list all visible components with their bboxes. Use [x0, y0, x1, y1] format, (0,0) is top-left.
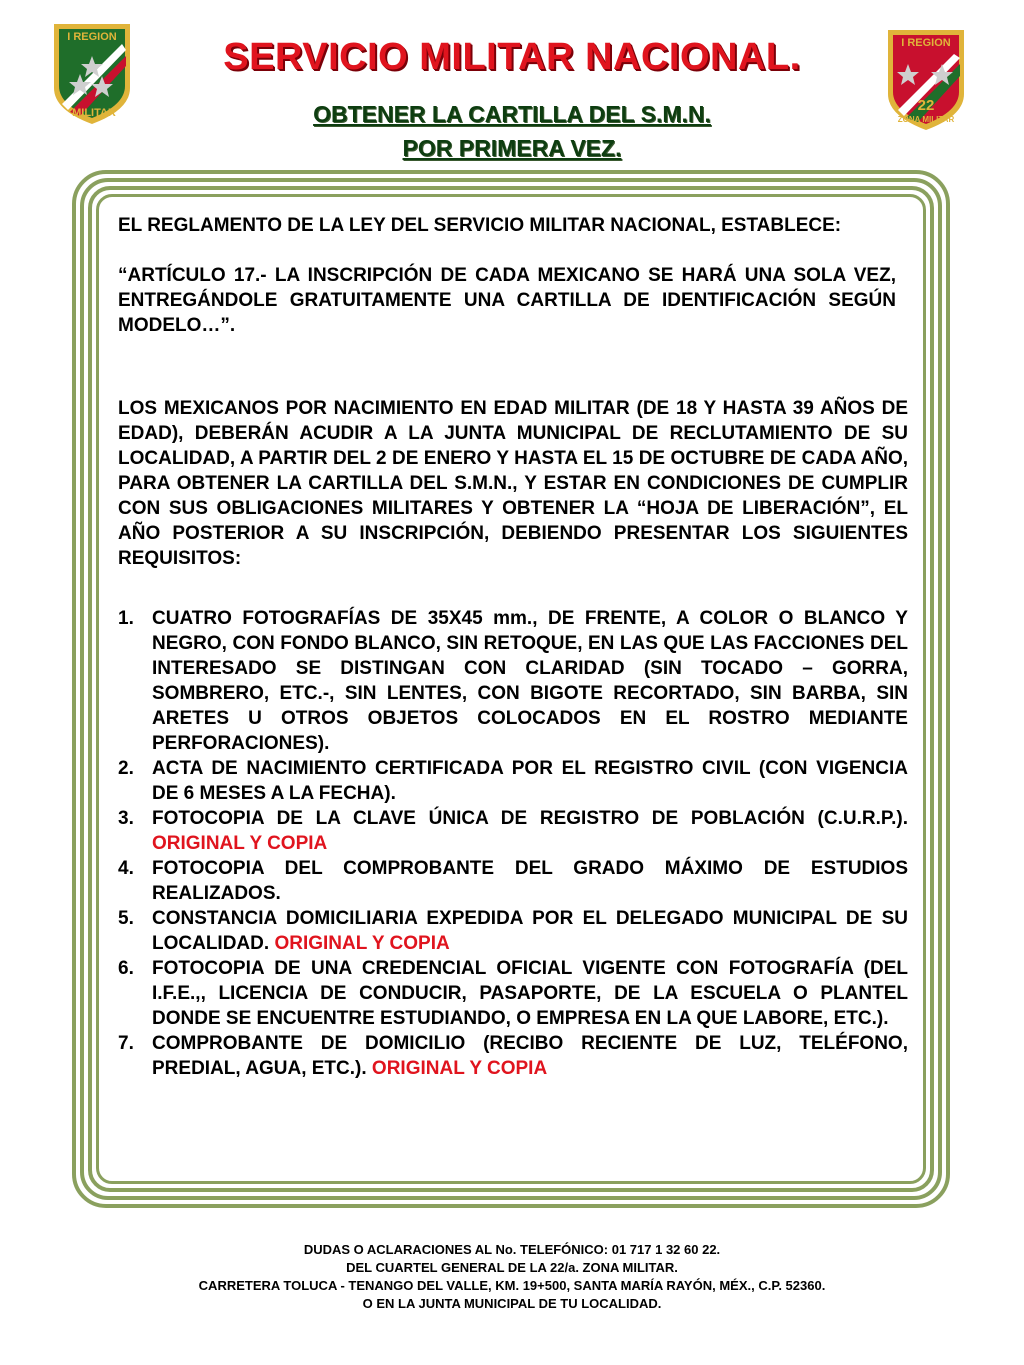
list-item-text: COMPROBANTE DE DOMICILIO (RECIBO RECIENTE DE LUZ, TELÉFONO, PREDIAL, AGUA, ETC.). [152, 1033, 908, 1079]
list-item-text: CUATRO FOTOGRAFÍAS DE 35X45 mm., DE FRENTE, A COLOR O BLANCO Y NEGRO, CON FONDO BLANCO, SIN RETOQUE, EN LAS QUE LAS FACCIONES DEL INTERESADO SE DISTINGAN CON CLARIDAD (SIN TOCADO – GORRA, SOMBRERO, ETC.-, SIN LENTES, CON BIGOTE RECORTADO, SIN BARBA, SIN ARETES U OTROS OBJETOS COLOCADOS EN EL ROSTRO MEDIANTE PERFORACIONES). [152, 608, 908, 754]
page-title: SERVICIO MILITAR NACIONAL. [223, 36, 801, 78]
list-item-number: 7. [118, 1033, 134, 1054]
list-item [118, 856, 908, 906]
list-item-text: FOTOCOPIA DE LA CLAVE ÚNICA DE REGISTRO DE POBLACIÓN (C.U.R.P.). [152, 808, 908, 829]
list-item-number: 1. [118, 608, 134, 629]
document-body [118, 213, 908, 1081]
badge-right-number: 22 [917, 97, 935, 114]
footer-headquarters: DEL CUARTEL GENERAL DE LA 22/a. ZONA MILITAR. [346, 1260, 678, 1275]
footer-local-office: O EN LA JUNTA MUNICIPAL DE TU LOCALIDAD. [362, 1296, 662, 1311]
list-item [118, 806, 908, 856]
list-item [118, 1031, 908, 1081]
list-item-text: ACTA DE NACIMIENTO CERTIFICADA POR EL REGISTRO CIVIL (CON VIGENCIA DE 6 MESES A LA FECHA). [152, 758, 908, 804]
requirements-list [118, 606, 908, 1081]
badge-left-bottom-text: MILITAR [72, 107, 116, 119]
original-copy-note: ORIGINAL Y COPIA [274, 933, 450, 954]
list-item [118, 606, 908, 756]
list-item-number: 6. [118, 958, 134, 979]
original-copy-note: ORIGINAL Y COPIA [371, 1058, 548, 1079]
requirements-intro-paragraph: LOS MEXICANOS POR NACIMIENTO EN EDAD MILITAR (DE 18 Y HASTA 39 AÑOS DE EDAD), DEBERÁN ACUDIR A LA JUNTA MUNICIPAL DE RECLUTAMIENTO DE SU LOCALIDAD, A PARTIR DEL 2 DE ENERO Y HASTA EL 15 DE OCTUBRE DE CADA AÑO, PARA OBTENER LA CARTILLA DEL S.M.N., Y ESTAR EN CONDICIONES DE CUMPLIR CON SUS OBLIGACIONES MILITARES Y OBTENER LA “HOJA DE LIBERACIÓN”, EL AÑO POSTERIOR A SU INSCRIPCIÓN, DEBIENDO PRESENTAR LOS SIGUIENTES REQUISITOS: [118, 398, 908, 569]
list-item-number: 5. [118, 908, 134, 929]
list-item-text: CONSTANCIA DOMICILIARIA EXPEDIDA POR EL DELEGADO MUNICIPAL DE SU LOCALIDAD. [152, 908, 908, 954]
footer-phone: DUDAS O ACLARACIONES AL No. TELEFÓNICO: 01 717 1 32 60 22. [303, 1242, 721, 1257]
list-item-text: FOTOCOPIA DE UNA CREDENCIAL OFICIAL VIGENTE CON FOTOGRAFÍA (DEL I.F.E.,, LICENCIA DE CONDUCIR, PASAPORTE, DE LA ESCUELA O PLANTEL DONDE SE ENCUENTRE ESTUDIANDO, O EMPRESA EN LA QUE LABORE, ETC.). [152, 958, 908, 1029]
contact-footer [0, 1241, 1024, 1313]
list-item [118, 956, 908, 1031]
badge-right-bottom-text: ZONA MILITAR [897, 115, 955, 124]
footer-address: CARRETERA TOLUCA - TENANGO DEL VALLE, KM. 19+500, SANTA MARÍA RAYÓN, MÉX., C.P. 52360. [198, 1278, 826, 1293]
page-subtitle-line-1: OBTENER LA CARTILLA DEL S.M.N. [313, 101, 711, 127]
list-item-number: 4. [118, 858, 134, 879]
list-item [118, 756, 908, 806]
list-item-number: 2. [118, 758, 134, 779]
badge-right-top-text: I REGION [901, 37, 951, 49]
list-item-text: FOTOCOPIA DEL COMPROBANTE DEL GRADO MÁXIMO DE ESTUDIOS REALIZADOS. [152, 858, 908, 904]
badge-left-top-text: I REGION [67, 31, 117, 43]
intro-paragraph: EL REGLAMENTO DE LA LEY DEL SERVICIO MILITAR NACIONAL, ESTABLECE: [118, 215, 842, 236]
list-item [118, 906, 908, 956]
article-quote: “ARTÍCULO 17.- LA INSCRIPCIÓN DE CADA MEXICANO SE HARÁ UNA SOLA VEZ, ENTREGÁNDOLE GRATUITAMENTE UNA CARTILLA DE IDENTIFICACIÓN SEGÚN MODELO…”. [118, 265, 896, 336]
original-copy-note: ORIGINAL Y COPIA [152, 833, 328, 854]
list-item-number: 3. [118, 808, 134, 829]
page-subtitle-line-2: POR PRIMERA VEZ. [402, 135, 622, 161]
